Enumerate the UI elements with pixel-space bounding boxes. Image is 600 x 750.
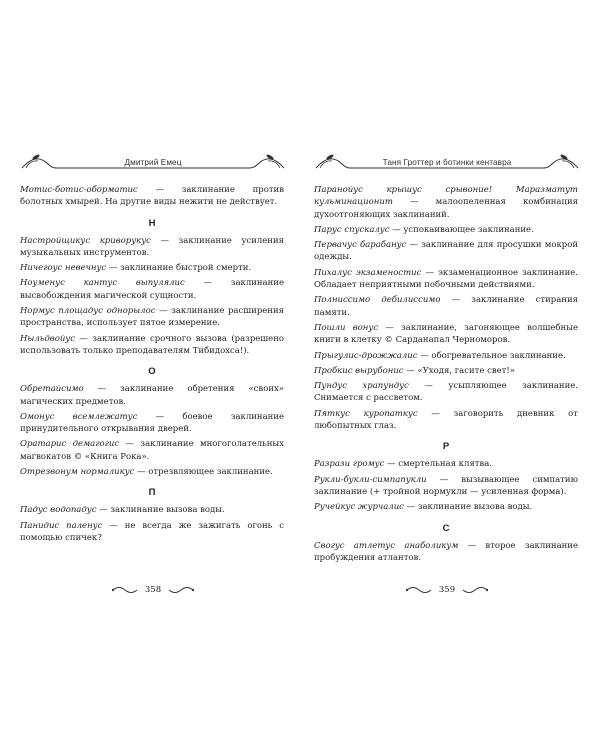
left-running-header	[16, 148, 290, 176]
header-book-title: Таня Гроттер и ботинки кентавра	[377, 158, 518, 167]
book-spread	[16, 148, 584, 598]
footer-flourish-icon	[461, 585, 489, 595]
section-letter: Н	[148, 217, 156, 229]
dictionary-entry: Полниссимо дебилиссимо — заклинание стирания памяти.	[314, 295, 578, 318]
dictionary-entry: Омонус всемлежатус — боевое заклинание принудительного открывания дверей.	[20, 411, 284, 435]
right-page-body	[310, 184, 584, 564]
dictionary-entry: Первачус барабанус — заклинание для просушки мокрой одежды.	[314, 240, 579, 263]
dictionary-entry: Падус водопадус — заклинание вызова воды.	[20, 505, 225, 516]
section-letter: О	[148, 366, 156, 378]
dictionary-entry: Ручейкус журчалис — заклинание вызова воды.	[314, 502, 533, 513]
dictionary-entry: Мотис-ботис-оборматис — заклинание против болотных хмырей. На другие виды нежити не действует.	[20, 185, 284, 208]
footer-flourish-icon	[405, 585, 433, 595]
page-number: 358	[144, 585, 162, 595]
dictionary-entry: Пихалус экзаменостис — экзаменационное заклинание. Обладает неприятными побочными действиями.	[314, 267, 578, 291]
dictionary-entry: Ничегоус невечнус — заклинание быстрой смерти.	[20, 263, 252, 274]
dictionary-entry: Разрази громус — смертельная клятва.	[314, 459, 492, 470]
dictionary-entry: Нормус площадус однорылос — заклинание расширения пространства, использует пятое измерение.	[20, 306, 284, 329]
dictionary-entry: Настройщикус криворукус — заклинание усиления музыкальных инструментов.	[20, 235, 284, 258]
section-letter: Р	[442, 441, 450, 453]
dictionary-entry: Рукли-букли-симпапукли — вызывающее симпатию заклинание (+ тройной нормукли — усиленная форма).	[314, 474, 578, 497]
right-running-header	[310, 148, 584, 176]
dictionary-entry: Прыгулис-дрожжалис — обогревательное заклинание.	[314, 350, 566, 361]
section-letter: П	[148, 487, 156, 499]
dictionary-entry: Панидис паленус — не всегда же зажигать огонь с помощью спичек?	[20, 520, 284, 543]
left-page-footer	[16, 582, 290, 598]
dictionary-entry: Оратарис демагогис — заклинание многоголательных магвокатов © «Книга Рока».	[20, 439, 284, 462]
header-author: Дмитрий Емец	[118, 158, 187, 167]
dictionary-entry: Паранойус крышус срывоние! Маразматут кульминационит — малоопеленная комбинация духоотгоняющих заклинаний.	[314, 185, 578, 220]
right-page-footer	[310, 582, 584, 598]
dictionary-entry: Свогус атлетус анаболикум — второе заклинание пробуждения атлантов.	[314, 540, 578, 563]
dictionary-entry: Пробкис вырубонис — «Уходя, гасите свет!»	[314, 365, 515, 376]
left-page	[16, 148, 290, 598]
section-letter: С	[442, 522, 450, 534]
dictionary-entry: Обретайсимо — заклинание обретения «своих» магических предметов.	[20, 384, 284, 407]
dictionary-entry: Отрезвонум нормаликус — отрезвляющее заклинание.	[20, 467, 273, 478]
footer-flourish-icon	[167, 585, 195, 595]
dictionary-entry: Пошли вонус — заклинание, загоняющее волшебные книги в клетку © Сарданапал Черноморов.	[314, 322, 578, 346]
dictionary-entry: Парус спускалус — успокаивающее заклинание.	[314, 224, 534, 235]
left-page-body	[16, 184, 290, 544]
right-page	[310, 148, 584, 598]
dictionary-entry: Пундус храпундус — усыпляющее заклинание. Снимается с рассветом.	[314, 381, 578, 404]
dictionary-entry: Пяткус куропаткус — заговорить дневник от любопытных глаз.	[314, 408, 578, 432]
footer-flourish-icon	[111, 585, 139, 595]
dictionary-entry: Ныльдвойус — заклинание срочного вызова (разрешено использовать только преподавателям Тибидохса!).	[20, 333, 284, 356]
dictionary-entry: Ноуменус кантус выпулялис — заклинание высвобождения магической сущности.	[20, 278, 284, 301]
page-number: 359	[438, 585, 456, 595]
